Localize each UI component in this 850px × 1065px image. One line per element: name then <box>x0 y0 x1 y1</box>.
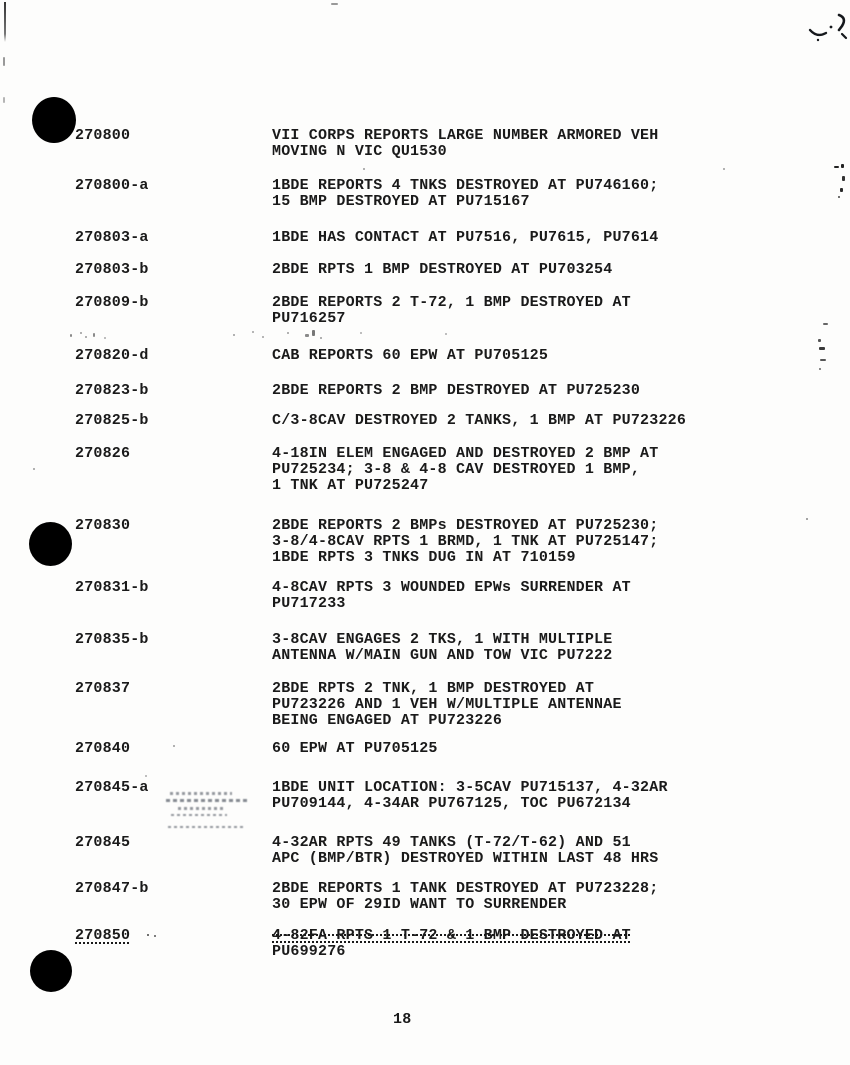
entry-timestamp: 270831-b <box>75 579 149 596</box>
entry-text <box>272 413 712 429</box>
ink-speck <box>840 188 843 192</box>
entry-text-line: 3-8CAV ENGAGES 2 TKS, 1 WITH MULTIPLE <box>272 631 613 648</box>
ink-speck <box>320 337 322 339</box>
entry-text <box>272 348 712 364</box>
entry-text <box>272 681 712 729</box>
ink-speck <box>723 168 725 170</box>
entry-text <box>272 741 712 757</box>
entry-timestamp: 270847-b <box>75 880 149 897</box>
entry-timestamp: 270830 <box>75 517 131 534</box>
entry-text <box>272 178 712 210</box>
scan-edge-line <box>4 2 6 42</box>
entry-timestamp: 270803-a <box>75 229 149 246</box>
entry-text-line: MOVING N VIC QU1530 <box>272 143 447 160</box>
entry-text <box>272 518 712 566</box>
entry-text <box>272 580 712 612</box>
ink-speck <box>287 332 289 334</box>
entry-timestamp: 270837 <box>75 680 131 697</box>
entry-text <box>272 835 712 867</box>
entry-text <box>272 295 712 327</box>
entry-text-line: CAB REPORTS 60 EPW AT PU705125 <box>272 347 549 364</box>
entry-text-line: 1BDE RPTS 3 TNKS DUG IN AT 710159 <box>272 549 576 566</box>
stamp-smudge <box>163 788 253 833</box>
entry-text <box>272 881 712 913</box>
ink-speck <box>818 339 821 342</box>
entry-text <box>272 128 712 160</box>
entry-text <box>272 632 712 664</box>
ink-speck <box>104 337 106 339</box>
ink-speck <box>445 333 447 335</box>
ink-speck <box>331 3 338 5</box>
hole-punch-bottom <box>30 950 72 992</box>
entry-timestamp: 270800 <box>75 127 131 144</box>
entry-text-line: 2BDE REPORTS 2 BMP DESTROYED AT PU725230 <box>272 382 641 399</box>
entry-text-line: 60 EPW AT PU705125 <box>272 740 438 757</box>
entry-text <box>272 928 712 960</box>
entry-text-line: 2BDE RPTS 2 TNK, 1 BMP DESTROYED AT <box>272 680 595 697</box>
entry-text-line: 2BDE RPTS 1 BMP DESTROYED AT PU703254 <box>272 261 613 278</box>
pen-scribble-mark <box>806 10 850 46</box>
entry-text-line: C/3-8CAV DESTROYED 2 TANKS, 1 BMP AT PU723226 <box>272 412 687 429</box>
hole-punch-middle <box>29 522 72 566</box>
ink-speck <box>145 775 147 777</box>
entry-text <box>272 230 712 246</box>
ink-speck <box>154 935 156 937</box>
entry-text-line: PU699276 <box>272 943 346 960</box>
ink-speck <box>233 334 235 336</box>
ink-speck <box>312 330 315 336</box>
entry-text-line: 4-82FA RPTS 1 T-72 & 1 BMP DESTROYED AT <box>272 927 631 944</box>
entry-text-line: 4-18IN ELEM ENGAGED AND DESTROYED 2 BMP AT <box>272 445 659 462</box>
entry-text-line: APC (BMP/BTR) DESTROYED WITHIN LAST 48 HRS <box>272 850 659 867</box>
entry-text-line: 4-32AR RPTS 49 TANKS (T-72/T-62) AND 51 <box>272 834 631 851</box>
entry-timestamp: 270800-a <box>75 177 149 194</box>
entry-timestamp: 270809-b <box>75 294 149 311</box>
entry-text-line: 1BDE UNIT LOCATION: 3-5CAV PU715137, 4-32AR <box>272 779 668 796</box>
entry-timestamp: 270820-d <box>75 347 149 364</box>
entry-text-line: PU717233 <box>272 595 346 612</box>
entry-timestamp: 270845 <box>75 834 131 851</box>
entry-text-line: 2BDE REPORTS 2 BMPs DESTROYED AT PU725230; <box>272 517 659 534</box>
ink-speck <box>842 176 845 181</box>
page-number: 18 <box>393 1011 412 1028</box>
ink-speck <box>70 334 72 337</box>
ink-speck <box>820 359 826 361</box>
ink-speck <box>360 332 362 334</box>
entry-text-line: 1BDE HAS CONTACT AT PU7516, PU7615, PU7614 <box>272 229 659 246</box>
entry-text-line: BEING ENGAGED AT PU723226 <box>272 712 503 729</box>
ink-speck <box>33 468 35 470</box>
ink-speck <box>252 331 254 333</box>
ink-speck <box>93 333 95 337</box>
entry-text-line: PU716257 <box>272 310 346 327</box>
entry-timestamp: 270850 <box>75 927 131 944</box>
ink-speck <box>173 745 175 747</box>
entry-text-line: 2BDE REPORTS 1 TANK DESTROYED AT PU723228; <box>272 880 659 897</box>
entry-timestamp: 270823-b <box>75 382 149 399</box>
ink-speck <box>262 336 264 338</box>
entry-text-line: PU725234; 3-8 & 4-8 CAV DESTROYED 1 BMP, <box>272 461 641 478</box>
entry-text-line: 3-8/4-8CAV RPTS 1 BRMD, 1 TNK AT PU725147; <box>272 533 659 550</box>
ink-speck <box>819 347 825 350</box>
entry-text-line: PU723226 AND 1 VEH W/MULTIPLE ANTENNAE <box>272 696 622 713</box>
entry-text-line: 15 BMP DESTROYED AT PU715167 <box>272 193 530 210</box>
entry-text-line: 30 EPW OF 29ID WANT TO SURRENDER <box>272 896 567 913</box>
ink-speck <box>823 323 828 325</box>
entry-text-line: ANTENNA W/MAIN GUN AND TOW VIC PU7222 <box>272 647 613 664</box>
entry-timestamp: 270835-b <box>75 631 149 648</box>
entry-text-line: 1 TNK AT PU725247 <box>272 477 429 494</box>
ink-speck <box>147 934 149 936</box>
ink-speck <box>806 518 808 520</box>
entry-text-line: 2BDE REPORTS 2 T-72, 1 BMP DESTROYED AT <box>272 294 631 311</box>
ink-speck <box>838 196 840 198</box>
ink-speck <box>834 166 839 168</box>
entry-text <box>272 446 712 494</box>
entry-text <box>272 383 712 399</box>
entry-timestamp: 270826 <box>75 445 131 462</box>
entry-text <box>272 262 712 278</box>
ink-speck <box>841 164 844 168</box>
ink-speck <box>3 57 5 66</box>
ink-speck <box>85 336 87 338</box>
ink-speck <box>305 334 309 337</box>
ink-speck <box>363 168 365 170</box>
entry-text-line: VII CORPS REPORTS LARGE NUMBER ARMORED VEH <box>272 127 659 144</box>
entry-timestamp: 270840 <box>75 740 131 757</box>
hole-punch-top <box>32 97 76 143</box>
entry-text-line: 4-8CAV RPTS 3 WOUNDED EPWs SURRENDER AT <box>272 579 631 596</box>
entry-timestamp: 270845-a <box>75 779 149 796</box>
entry-text-line: PU709144, 4-34AR PU767125, TOC PU672134 <box>272 795 631 812</box>
ink-speck <box>3 97 5 103</box>
ink-speck <box>819 368 821 370</box>
ink-speck <box>80 332 82 334</box>
entry-timestamp: 270825-b <box>75 412 149 429</box>
entry-text <box>272 780 712 812</box>
entry-timestamp: 270803-b <box>75 261 149 278</box>
entry-text-line: 1BDE REPORTS 4 TNKS DESTROYED AT PU746160; <box>272 177 659 194</box>
